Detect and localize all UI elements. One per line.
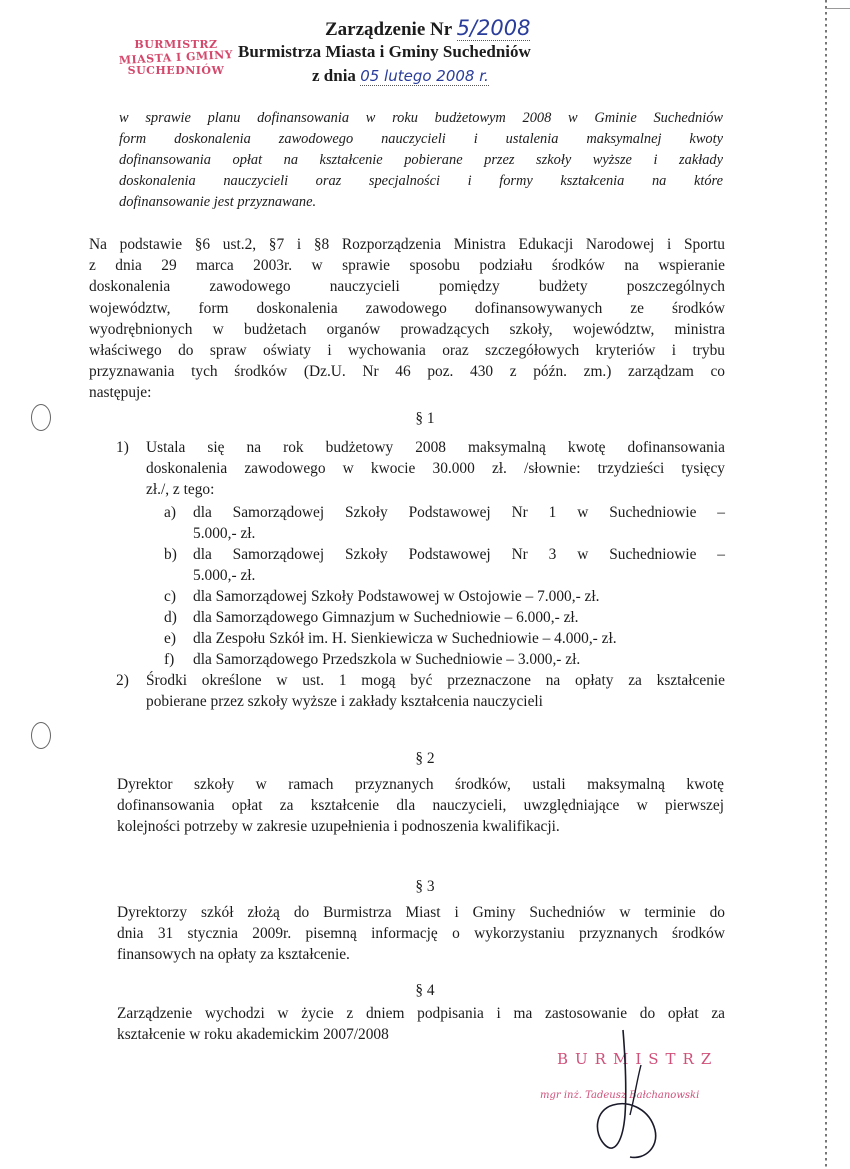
preamble-line: wyodrębnionych w budżetach organów prowadzących szkoły, województw, ministra: [89, 320, 725, 338]
item-line: Środki określone w ust. 1 mogą być przeznaczone na opłaty za kształcenie: [146, 672, 725, 689]
section-2-line: dofinansowania opłat za kształcenie dla nauczycieli, uwzględniające w pierwszej: [117, 797, 724, 815]
preamble-line: doskonalenia zawodowego nauczycieli pomiędzy budżety poszczególnych: [89, 278, 725, 296]
stamp-line-2: MIASTA I GMINY: [118, 48, 234, 67]
mayor-stamp-title: BURMISTRZ: [557, 1050, 719, 1068]
section-3-text: [117, 902, 725, 966]
subitem-line: dla Samorządowego Gimnazjum w Suchedniowie – 6.000,- zł.: [193, 609, 579, 626]
subject-line: dofinansowania opłat na kształcenie pobierane przez szkoły wyższe i zakłady: [119, 152, 723, 168]
subitem-a: [164, 502, 725, 544]
subitem-line: dla Zespołu Szkół im. H. Sienkiewicza w Suchedniowie – 4.000,- zł.: [193, 630, 617, 647]
date-handwritten: 05 lutego 2008 r.: [360, 67, 489, 85]
subitem-d: [164, 607, 725, 628]
section-1-heading: § 1: [415, 410, 435, 427]
preamble-line: Na podstawie §6 ust.2, §7 i §8 Rozporządzenia Ministra Edukacji Narodowej i Sportu: [89, 236, 725, 253]
section-2-line: kolejności potrzeby w zakresie uzupełnienia i podnoszenia kwalifikacji.: [117, 818, 560, 836]
section-4-line: Zarządzenie wychodzi w życie z dniem podpisania i ma zastosowanie do opłat za: [117, 1005, 725, 1022]
item-line: Ustala się na rok budżetowy 2008 maksymalną kwotę dofinansowania: [146, 439, 725, 456]
section-2-text: [117, 774, 724, 838]
subject-line: dofinansowanie jest przyznawane.: [119, 194, 317, 210]
subitem-line: dla Samorządowej Szkoły Podstawowej w Ostojowie – 7.000,- zł.: [193, 588, 600, 605]
subitem-line: 5.000,- zł.: [193, 525, 256, 543]
subitem-c: [164, 586, 725, 607]
document-date: [312, 66, 489, 86]
document-title: [325, 16, 530, 41]
preamble-line: następuje:: [89, 384, 152, 402]
date-prefix: z dnia: [312, 66, 361, 85]
subitem-letter: e): [164, 630, 176, 647]
section-3-line: Dyrektorzy szkół złożą do Burmistrza Miast i Gminy Suchedniów w terminie do: [117, 904, 725, 921]
section-3-line: dnia 31 stycznia 2009r. pisemną informację o wykorzystaniu przyznanych środków: [117, 925, 725, 943]
stamp-line-3: SUCHEDNIÓW: [127, 64, 225, 77]
section-4-line: kształcenie w roku akademickim 2007/2008: [117, 1026, 389, 1044]
preamble-line: z dnia 29 marca 2003r. w sprawie sposobu podziału środków na wspieranie: [89, 257, 725, 275]
section-3-line: finansowych na opłaty za kształcenie.: [117, 946, 350, 964]
section-2-line: Dyrektor szkoły w ramach przyznanych środków, ustali maksymalną kwotę: [117, 776, 724, 793]
subitem-letter: c): [164, 588, 176, 605]
subitem-letter: f): [164, 651, 175, 668]
subitem-letter: b): [164, 546, 177, 563]
item-line: doskonalenia zawodowego w kwocie 30.000 zł. /słownie: trzydzieści tysięcy: [146, 460, 725, 478]
preamble-line: przyznawania tych środków (Dz.U. Nr 46 poz. 430 z późn. zm.) zarządzam co: [89, 363, 725, 381]
item-line: zł./, z tego:: [146, 481, 215, 499]
binder-hole-bottom: [31, 722, 51, 749]
preamble-line: właściwego do spraw oświaty i wychowania oraz szczegółowych kryteriów i trybu: [89, 342, 725, 360]
subitem-line: dla Samorządowego Przedszkola w Suchedniowie – 3.000,- zł.: [193, 651, 581, 668]
page-edge-top: [825, 8, 850, 9]
title-number: 5/2008: [456, 16, 531, 40]
title-prefix: Zarządzenie Nr: [325, 19, 457, 40]
subject-line: w sprawie planu dofinansowania w roku budżetowym 2008 w Gminie Suchedniów: [119, 110, 723, 126]
subject-line: doskonalenia nauczycieli oraz specjalności i formy kształcenia na które: [119, 173, 723, 189]
preamble: [89, 234, 725, 404]
subitem-b: [164, 544, 725, 586]
subitem-letter: a): [164, 504, 176, 521]
stamp-line-1: BURMISTRZ: [134, 38, 218, 51]
subitem-line: dla Samorządowej Szkoły Podstawowej Nr 1 w Suchedniowie –: [193, 504, 725, 521]
office-stamp: [112, 38, 240, 77]
section-2-heading: § 2: [415, 750, 435, 767]
subitem-f: [164, 649, 725, 670]
issuer: Burmistrza Miasta i Gminy Suchedniów: [238, 42, 531, 61]
subitem-e: [164, 628, 725, 649]
preamble-line: województw, form doskonalenia zawodowego dofinansowywanych ze środków: [89, 299, 725, 317]
handwritten-signature: [575, 1025, 695, 1165]
section-1-item-1: [116, 437, 725, 501]
subitem-line: 5.000,- zł.: [193, 567, 256, 585]
item-number: 2): [116, 672, 129, 689]
section-4-heading: § 4: [415, 982, 435, 999]
item-line: pobierane przez szkoły wyższe i zakłady kształcenia nauczycieli: [146, 693, 543, 711]
subject: [119, 108, 723, 213]
mayor-stamp-name: mgr inż. Tadeusz Bałchanowski: [540, 1090, 700, 1101]
subitem-letter: d): [164, 609, 177, 626]
section-1-item-2: [116, 670, 725, 712]
subject-line: form doskonalenia zawodowego nauczycieli i ustalenia maksymalnej kwoty: [119, 131, 723, 147]
subitem-line: dla Samorządowej Szkoły Podstawowej Nr 3 w Suchedniowie –: [193, 546, 725, 563]
section-3-heading: § 3: [415, 878, 435, 895]
item-number: 1): [116, 439, 129, 456]
